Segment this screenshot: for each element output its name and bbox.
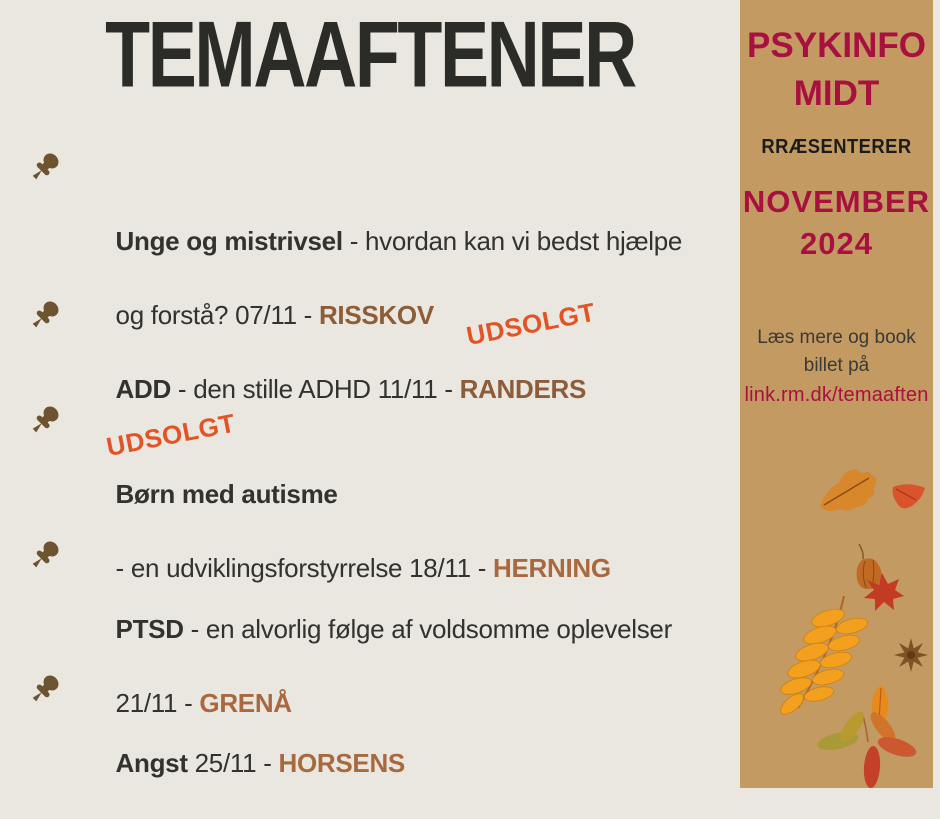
pushpin-icon [28, 150, 62, 184]
event-text: - en udviklingsforstyrrelse 18/11 - [115, 553, 493, 583]
event-location: HORSENS [278, 748, 405, 778]
event-title: Unge og mistrivsel [115, 226, 343, 256]
month-label: NOVEMBER [742, 184, 931, 219]
event-location: RANDERS [459, 374, 587, 404]
event-title: PTSD [115, 614, 184, 644]
sold-out-badge: UDSOLGT [103, 407, 238, 463]
booking-link[interactable]: link.rm.dk/temaaften [744, 384, 929, 406]
event-text: - hvordan kan vi bedst hjælpe [342, 226, 683, 256]
right-edge-strip [933, 0, 940, 788]
year-label: 2024 [800, 226, 873, 261]
booking-info-line2: billet på [803, 355, 870, 376]
event-location: RISSKOV [318, 300, 434, 330]
pushpin-icon [28, 672, 62, 706]
sidebar-panel [740, 0, 933, 788]
pushpin-icon [28, 538, 62, 572]
event-location: HERNING [492, 553, 611, 583]
small-red-leaf-icon [893, 484, 926, 508]
page-title: TEMAAFTENER [105, 3, 635, 108]
creeper-leaf-icon [816, 708, 919, 788]
event-location: GRENÅ [199, 688, 292, 718]
event-text: og forstå? 07/11 - [115, 300, 319, 330]
rowan-leaf-icon [777, 596, 869, 718]
booking-info-line1: Læs mere og book [757, 327, 916, 348]
sold-out-badge: UDSOLGT [463, 296, 598, 352]
pushpin-icon [28, 403, 62, 437]
brand-name-line1: PSYKINFO [747, 26, 926, 65]
pushpin-icon [28, 298, 62, 332]
event-title: ADD [115, 374, 171, 404]
event-text: 21/11 - [115, 688, 200, 718]
event-item-angst [28, 671, 688, 819]
event-text: - den stille ADHD 11/11 - [170, 374, 460, 404]
oak-leaf-icon [820, 469, 877, 511]
event-title: Børn med autisme [115, 479, 338, 509]
presents-label: RRÆSENTERER [761, 136, 912, 158]
star-anise-icon [894, 638, 928, 672]
event-text: 25/11 - [187, 748, 279, 778]
event-text: - en alvorlig følge af voldsomme oplevelser [183, 614, 672, 644]
event-title: Angst [115, 748, 188, 778]
brand-name-line2: MIDT [793, 74, 880, 113]
